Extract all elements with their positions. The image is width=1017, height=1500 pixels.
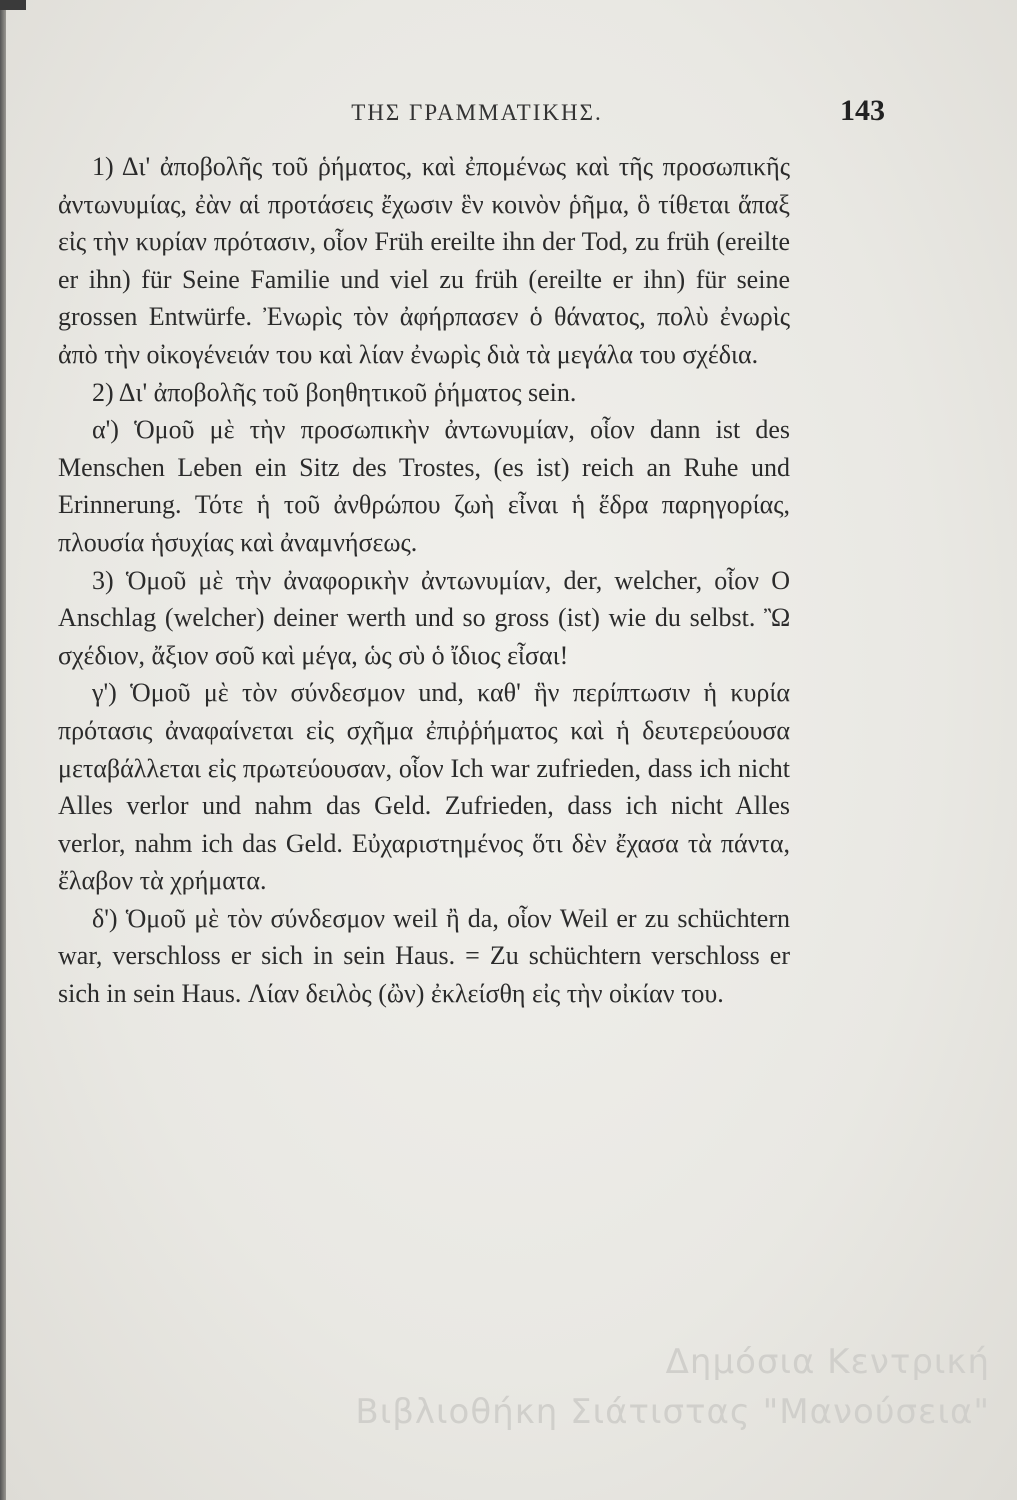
library-watermark-line-2: Βιβλιοθήκη Σιάτιστας "Μανούσεια" (355, 1392, 990, 1432)
paragraph-delta: δ') Ὁμοῦ μὲ τὸν σύνδεσμον weil ἢ da, οἷον Weil er zu schüchtern war, verschloss er sich in sein Haus. = Zu schüchtern verschloss er sich in sein Haus. Λίαν δειλὸς (ὢν) ἐκλείσθη εἰς τὴν οἰκίαν του. (58, 903, 790, 1009)
running-header: ΤΗΣ ΓΡΑΜΜΑΤΙΚΗΣ. (351, 100, 603, 125)
paragraph-2a: α') Ὁμοῦ μὲ τὴν προσωπικὴν ἀντωνυμίαν, οἷον dann ist des Menschen Leben ein Sitz des Trostes, (es ist) reich an Ruhe und Erinnerung. Τότε ἡ τοῦ ἀνθρώπου ζωὴ εἶναι ἡ ἕδρα παρηγορίας, πλουσία ἡσυχίας καὶ ἀναμνήσεως. (58, 415, 790, 557)
page-number: 143 (840, 94, 885, 127)
scan-edge-shadow (0, 0, 6, 1500)
paragraph-gamma: γ') Ὁμοῦ μὲ τὸν σύνδεσμον und, καθ' ἣν περίπτωσιν ἡ κυρία πρότασις ἀναφαίνεται εἰς σχῆμα ἐπιῤῥήματος καὶ ἡ δευτερεύουσα μεταβάλλεται εἰς πρωτεύουσαν, οἷον Ich war zufrieden, dass ich nicht Alles verlor und nahm das Geld. Zufrieden, dass ich nicht Alles verlor, nahm ich das Geld. Εὐχαριστημένος ὅτι δὲν ἔχασα τὰ πάντα, ἔλαβον τὰ χρήματα. (58, 678, 790, 896)
paragraph-2: 2) Δι' ἀποβολῆς τοῦ βοηθητικοῦ ῥήματος sein. (92, 377, 577, 407)
paragraph-3: 3) Ὁμοῦ μὲ τὴν ἀναφορικὴν ἀντωνυμίαν, der, welcher, οἷον O Anschlag (welcher) deiner werth und so gross (ist) wie du selbst. Ὢ σχέδιον, ἄξιον σοῦ καὶ μέγα, ὡς σὺ ὁ ἴδιος εἶσαι! (58, 565, 790, 670)
body-text (58, 148, 790, 1013)
paragraph-1: 1) Δι' ἀποβολῆς τοῦ ῥήματος, καὶ ἐπομένως καὶ τῆς προσωπικῆς ἀντωνυμίας, ἐὰν αἱ προτάσεις ἔχωσιν ἓν κοινὸν ῥῆμα, ὃ τίθεται ἅπαξ εἰς τὴν κυρίαν πρότασιν, οἷον Früh ereilte ihn der Tod, zu früh (ereilte er ihn) für Seine Familie und viel zu früh (ereilte er ihn) für seine grossen Entwürfe. Ἐνωρὶς τὸν ἀφήρπασεν ὁ θάνατος, πολὺ ἐνωρὶς ἀπὸ τὴν οἰκογένειάν του καὶ λίαν ἐνωρὶς διὰ τὰ μεγάλα του σχέδια. (58, 152, 790, 369)
library-watermark-line-1: Δημόσια Κεντρική (665, 1342, 990, 1382)
scan-corner-mark (0, 0, 26, 10)
